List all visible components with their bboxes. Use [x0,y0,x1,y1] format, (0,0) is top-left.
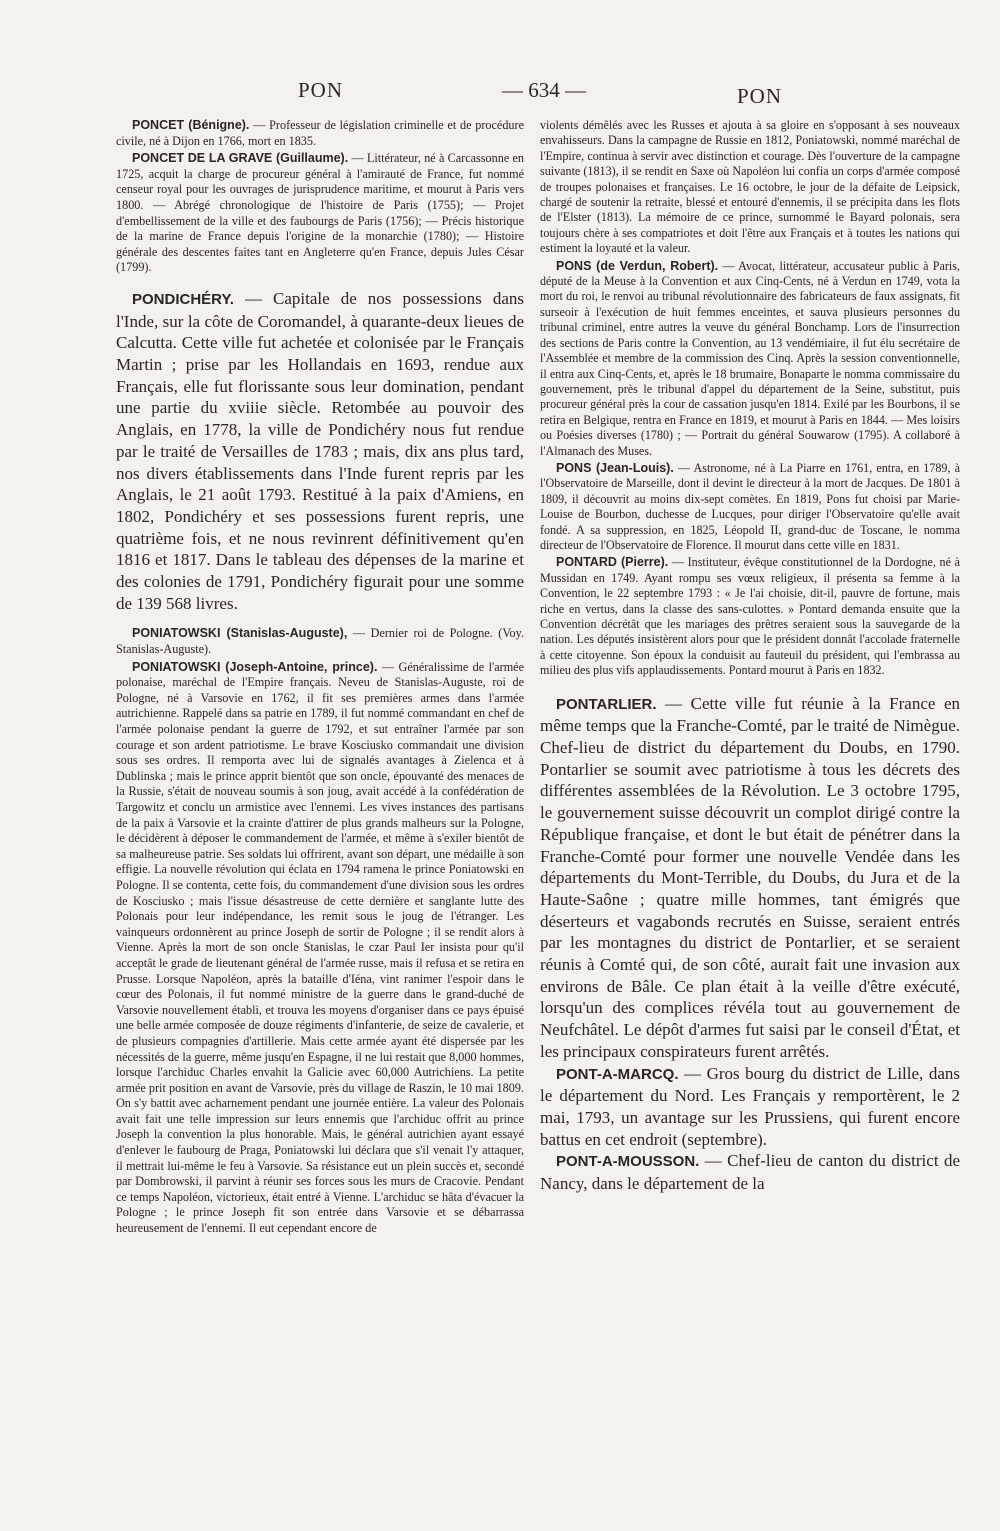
entry-pons-jean-louis [540,461,960,553]
entry-headword: PONT-A-MARCQ. [556,1065,679,1083]
entry-text: violents démêlés avec les Russes et ajouta à sa gloire en s'opposant à ses nouveaux envahisseurs. Dans la campagne de Russie en 1812, Poniatowski, nommé maréchal de l'Empire, continua à servir avec distinction et courage. Dès l'ouverture de la campagne suivante (1813), il se rendit en Saxe où Napoléon lui confia un corps d'armée composé de troupes polonaises et françaises. Le 16 octobre, le jour de la défaite de Leipsick, chargé de soutenir la retraite, blessé et entouré d'ennemis, il se précipita dans les flots de l'Elster (1813). La mémoire de ce prince, surnommé le Bayard polonais, sera toujours chère à ses compatriotes et doit l'être aux Français et à toutes les nations qui estiment la loyauté et la valeur. [540,118,960,256]
left-column [116,118,524,1237]
entry-text: — Capitale de nos possessions dans l'Inde, sur la côte de Coromandel, à quarante-deux lieues de Calcutta. Cette ville fut achetée et colonisée par le Français Martin ; prise par les Hollandais en 1693, rendue aux Français, elle fut florissante sous leur domination, pendant une partie du xviiie siècle. Retombée au pouvoir des Anglais, en 1778, la ville de Pondichéry nous fut rendue par le traité de Versailles de 1783 ; mais, dix ans plus tard, nos divers établissements dans l'Inde furent repris par les Anglais, le 21 août 1793. Restitué à la paix d'Amiens, en 1802, Pondichéry et ses possessions furent repris, une quatrième fois, et ne nous revinrent définitivement qu'en 1816 et 1817. Dans le tableau des dépenses de la marine et des colonies de 1791, Pondichéry figurait pour une somme de 139 568 livres. [116,288,524,613]
entry-headword: PONTARD (Pierre). [556,555,669,570]
entry-headword: PONS (de Verdun, Robert). [556,258,719,273]
entry-pont-a-marcq [540,1063,960,1151]
entry-text: — Chef-lieu de canton du district de Nancy, dans le département de la [540,1151,960,1194]
entry-headword: PONIATOWSKI (Joseph-Antoine, prince). [132,659,378,674]
entry-poniatowski-stanislas [116,626,524,657]
entry-text: — Littérateur, né à Carcassonne en 1725, acquit la charge de procureur général à l'amirauté de France, fut nommé censeur royal pour les ouvrages de jurisprudence maritime, et mourut à Paris vers 1800. — Abrégé chronologique de l'histoire de Paris (1755); — Projet d'embellissement de la ville et des faubourgs de Paris (1756); — Précis historique de la marine de France depuis l'origine de la monarchie (1780); — Histoire générale des descentes faites tant en Angleterre qu'en France, depuis Jules César (1799). [116,151,525,275]
entry-headword: PONIATOWSKI (Stanislas-Auguste), [132,626,348,641]
entry-poncet-benigne [116,118,524,149]
entry-continuation [540,118,960,257]
entry-text: — Cette ville fut réunie à la France en même temps que la Franche-Comté, par le traité de Nimègue. Chef-lieu de district du département du Doubs, en 1790. Pontarlier se soumit avec patriotisme à tous les décrets des différentes assemblées de la Révolution. Le 3 octobre 1795, le gouvernement suisse découvrit un complot dirigé contre la République française, et dont le but était de pénétrer dans la Franche-Comté pour former une nouvelle Vendée dans les départements du Mont-Terrible, du Doubs, du Jura et de la Haute-Saône ; quatre mille hommes, tant émigrés que déserteurs et vagabonds recrutés en Suisse, seraient entrés par les montagnes du district de Pontarlier, et se seraient réunis à Comté qui, de son côté, aurait fait une invasion aux environs de Bâle. Ce plan était à la veille d'être exécuté, lorsqu'un des complices révéla tout au gouvernement de Neufchâtel. Le dépôt d'armes fut saisi par le conseil d'État, et les principaux conspirateurs furent arrêtés. [540,693,960,1061]
entry-text: — Professeur de législation criminelle et de procédure civile, né à Dijon en 1766, mort en 1835. [116,118,524,148]
right-column [540,118,960,1195]
running-header [0,78,1000,108]
entry-pons-de-verdun [540,259,960,459]
entry-pondichery [116,288,524,615]
entry-text: — Astronome, né à La Piarre en 1761, entra, en 1789, à l'Observatoire de Marseille, dont il devint le directeur à la mort de Jacques. De 1801 à 1809, il découvrit au moins dix-sept comètes. En 1819, Pons fut choisi par Marie-Louise de Bourbon, duchesse de Lucques, pour diriger l'Observatoire qu'elle avait fondé. A sa suppression, en 1825, Léopold II, grand-duc de Toscane, le nomma directeur de l'Observatoire de Florence. Il mourut dans cette ville en 1831. [540,460,960,552]
entry-text: — Gros bourg du district de Lille, dans le département du Nord. Les Français y remportèrent, le 2 mai, 1793, un avantage sur les Prussiens, qui furent encore battus en cet endroit (septembre). [540,1063,960,1149]
entry-text: — Avocat, littérateur, accusateur public à Paris, député de la Meuse à la Convention et aux Cinq-Cents, né à Verdun en 1749, vota la mort du roi, le renvoi au tribunal révolutionnaire des fabricateurs de faux assignats, fit surseoir à l'exécution de huit femmes enceintes, et sauva plusieurs personnes du tribunal criminel, entre autres la veuve du général Bonchamp. Lors de l'insurrection des sections de Paris contre la Convention, au 13 vendémiaire, il fut élu secrétaire de l'Assemblée et membre de la commission des Cinq. Après la session conventionnelle, il entra aux Cinq-Cents, et, après le 18 brumaire, Bonaparte le nomma commissaire du gouvernement, près le tribunal d'appel du département de la Seine, substitut, puis procureur général près la cour de cassation jusqu'en 1814. Exilé par les Bourbons, il se retira en Belgique, rentra en France en 1819, et mourut à Paris en 1844. — Mes loisirs ou Poésies diverses (1780) ; — Portrait du général Souwarow (1795). A collaboré à l'Almanach des Muses. [540,258,960,458]
entry-poniatowski-joseph [116,660,524,1237]
entry-pont-a-mousson [540,1150,960,1194]
entry-headword: PONTARLIER. [556,695,657,713]
entry-poncet-de-la-grave [116,151,524,276]
left-guide-word: PON [298,78,344,102]
entry-pontarlier [540,693,960,1063]
entry-text: — Instituteur, évêque constitutionnel de la Dordogne, né à Mussidan en 1749. Ayant rompu ses vœux religieux, il présenta sa femme à la Convention, le 22 septembre 1793 : « Je l'ai choisie, dit-il, pauvre de fortune, mais riche en vertus, dans la classe des sans-culottes. » Pontard demanda ensuite que la Convention décrétât que les mariages des prêtres seraient sous la sauvegarde de la nation. Les députés insistèrent alors pour que le président donnât l'accolade fraternelle à cette citoyenne. Son époux la conduisit au fauteuil du président, qui l'embrassa au milieu des plus vifs applaudissements. Pontard mourut à Paris en 1832. [540,555,960,678]
entry-headword: PONCET (Bénigne). [132,118,250,132]
entry-text: — Généralissime de l'armée polonaise, maréchal de l'Empire français. Neveu de Stanislas-Auguste, roi de Pologne, né à Varsovie en 1762, il fit ses premières armes dans l'armée autrichienne. Rappelé dans sa patrie en 1789, il fut nommé commandant en chef de l'armée polonaise pendant la guerre de 1792, et sut entraîner l'armée par son courage et son ardent patriotisme. Le brave Kosciusko commandait une division sous ses ordres. Il remporta avec lui de signalés avantages à Zielenca et à Dublinska ; mais le prince apprit bientôt que son oncle, épouvanté des menaces de la Russie, s'était de nouveau soumis à son joug, avait accédé à la confédération de Targowitz et conclu un armistice avec l'ennemi. Les vives instances des partisans de la paix à Varsovie et la crainte d'attirer de plus grands malheurs sur la Pologne, le décidèrent à déposer le commandement de l'armée, et même à s'exiler bientôt de sa malheureuse patrie. Ses soldats lui offrirent, avant son départ, une médaille à son effigie. La nouvelle révolution qui éclata en 1794 ramena le prince Poniatowski en Pologne. Il se contenta, cette fois, du commandement d'une division sous les ordres de Kosciusko ; mais l'issue désastreuse de cette dernière et sanglante lutte des Polonais pour leur indépendance, les remit sous le joug de l'étranger. Les vainqueurs ordonnèrent au prince Joseph de sortir de Pologne ; il se rendit alors à Vienne. Après la mort de son oncle Stanislas, le czar Paul Ier insista pour qu'il acceptât le grade de lieutenant général de l'armée russe, mais il refusa et se retira en Prusse. Lorsque Napoléon, après la bataille d'Iéna, vint ranimer l'espoir dans le cœur des Polonais, il fut nommé ministre de la guerre dans le grand-duché de Varsovie nouvellement établi, et trouva les moyens d'organiser dans ce pays épuisé une belle armée composée de douze régiments d'infanterie, de seize de cavalerie, et de plusieurs compagnies d'artillerie. Mais cette armée ayant été dispersée par les nécessités de la guerre, même jusqu'en Espagne, il ne lui restait que 8,000 hommes, lorsque l'archiduc Charles envahit la Galicie avec 60,000 Autrichiens. La petite armée prit position en avant de Varsovie, près du village de Raszin, le 10 mai 1809. On s'y battit avec acharnement pendant une journée entière. La valeur des Polonais avait fait une telle impression sur leurs ennemis que l'archiduc offrit au prince Joseph la convention la plus honorable. Mais, le général autrichien ayant essayé d'enlever le faubourg de Praga, Poniatowski lui déclara que s'il venait l'y attaquer, il mettrait lui-même le feu à Varsovie. Sa résistance eut un plein succès et, secondé par Dombrowski, il parvint à réunir ses forces sous les murs de Cracovie. Pendant ce temps Napoléon, victorieux, était entré à Vienne. L'archiduc se hâta d'évacuer la Pologne ; le prince Joseph fit son entrée dans Varsovie et se débarrassa heureusement de l'ennemi. Il eut cependant encore de [116,659,524,1236]
entry-headword: PONCET DE LA GRAVE (Guillaume). [132,151,349,166]
right-guide-word: PON [737,84,783,108]
entry-pontard [540,555,960,678]
entry-headword: PONDICHÉRY. [132,290,234,308]
entry-headword: PONT-A-MOUSSON. [556,1153,700,1171]
entry-text: — Dernier roi de Pologne. (Voy. Stanislas-Auguste). [116,626,524,657]
entry-headword: PONS (Jean-Louis). [556,460,674,475]
page-number: — 634 — [502,78,586,102]
